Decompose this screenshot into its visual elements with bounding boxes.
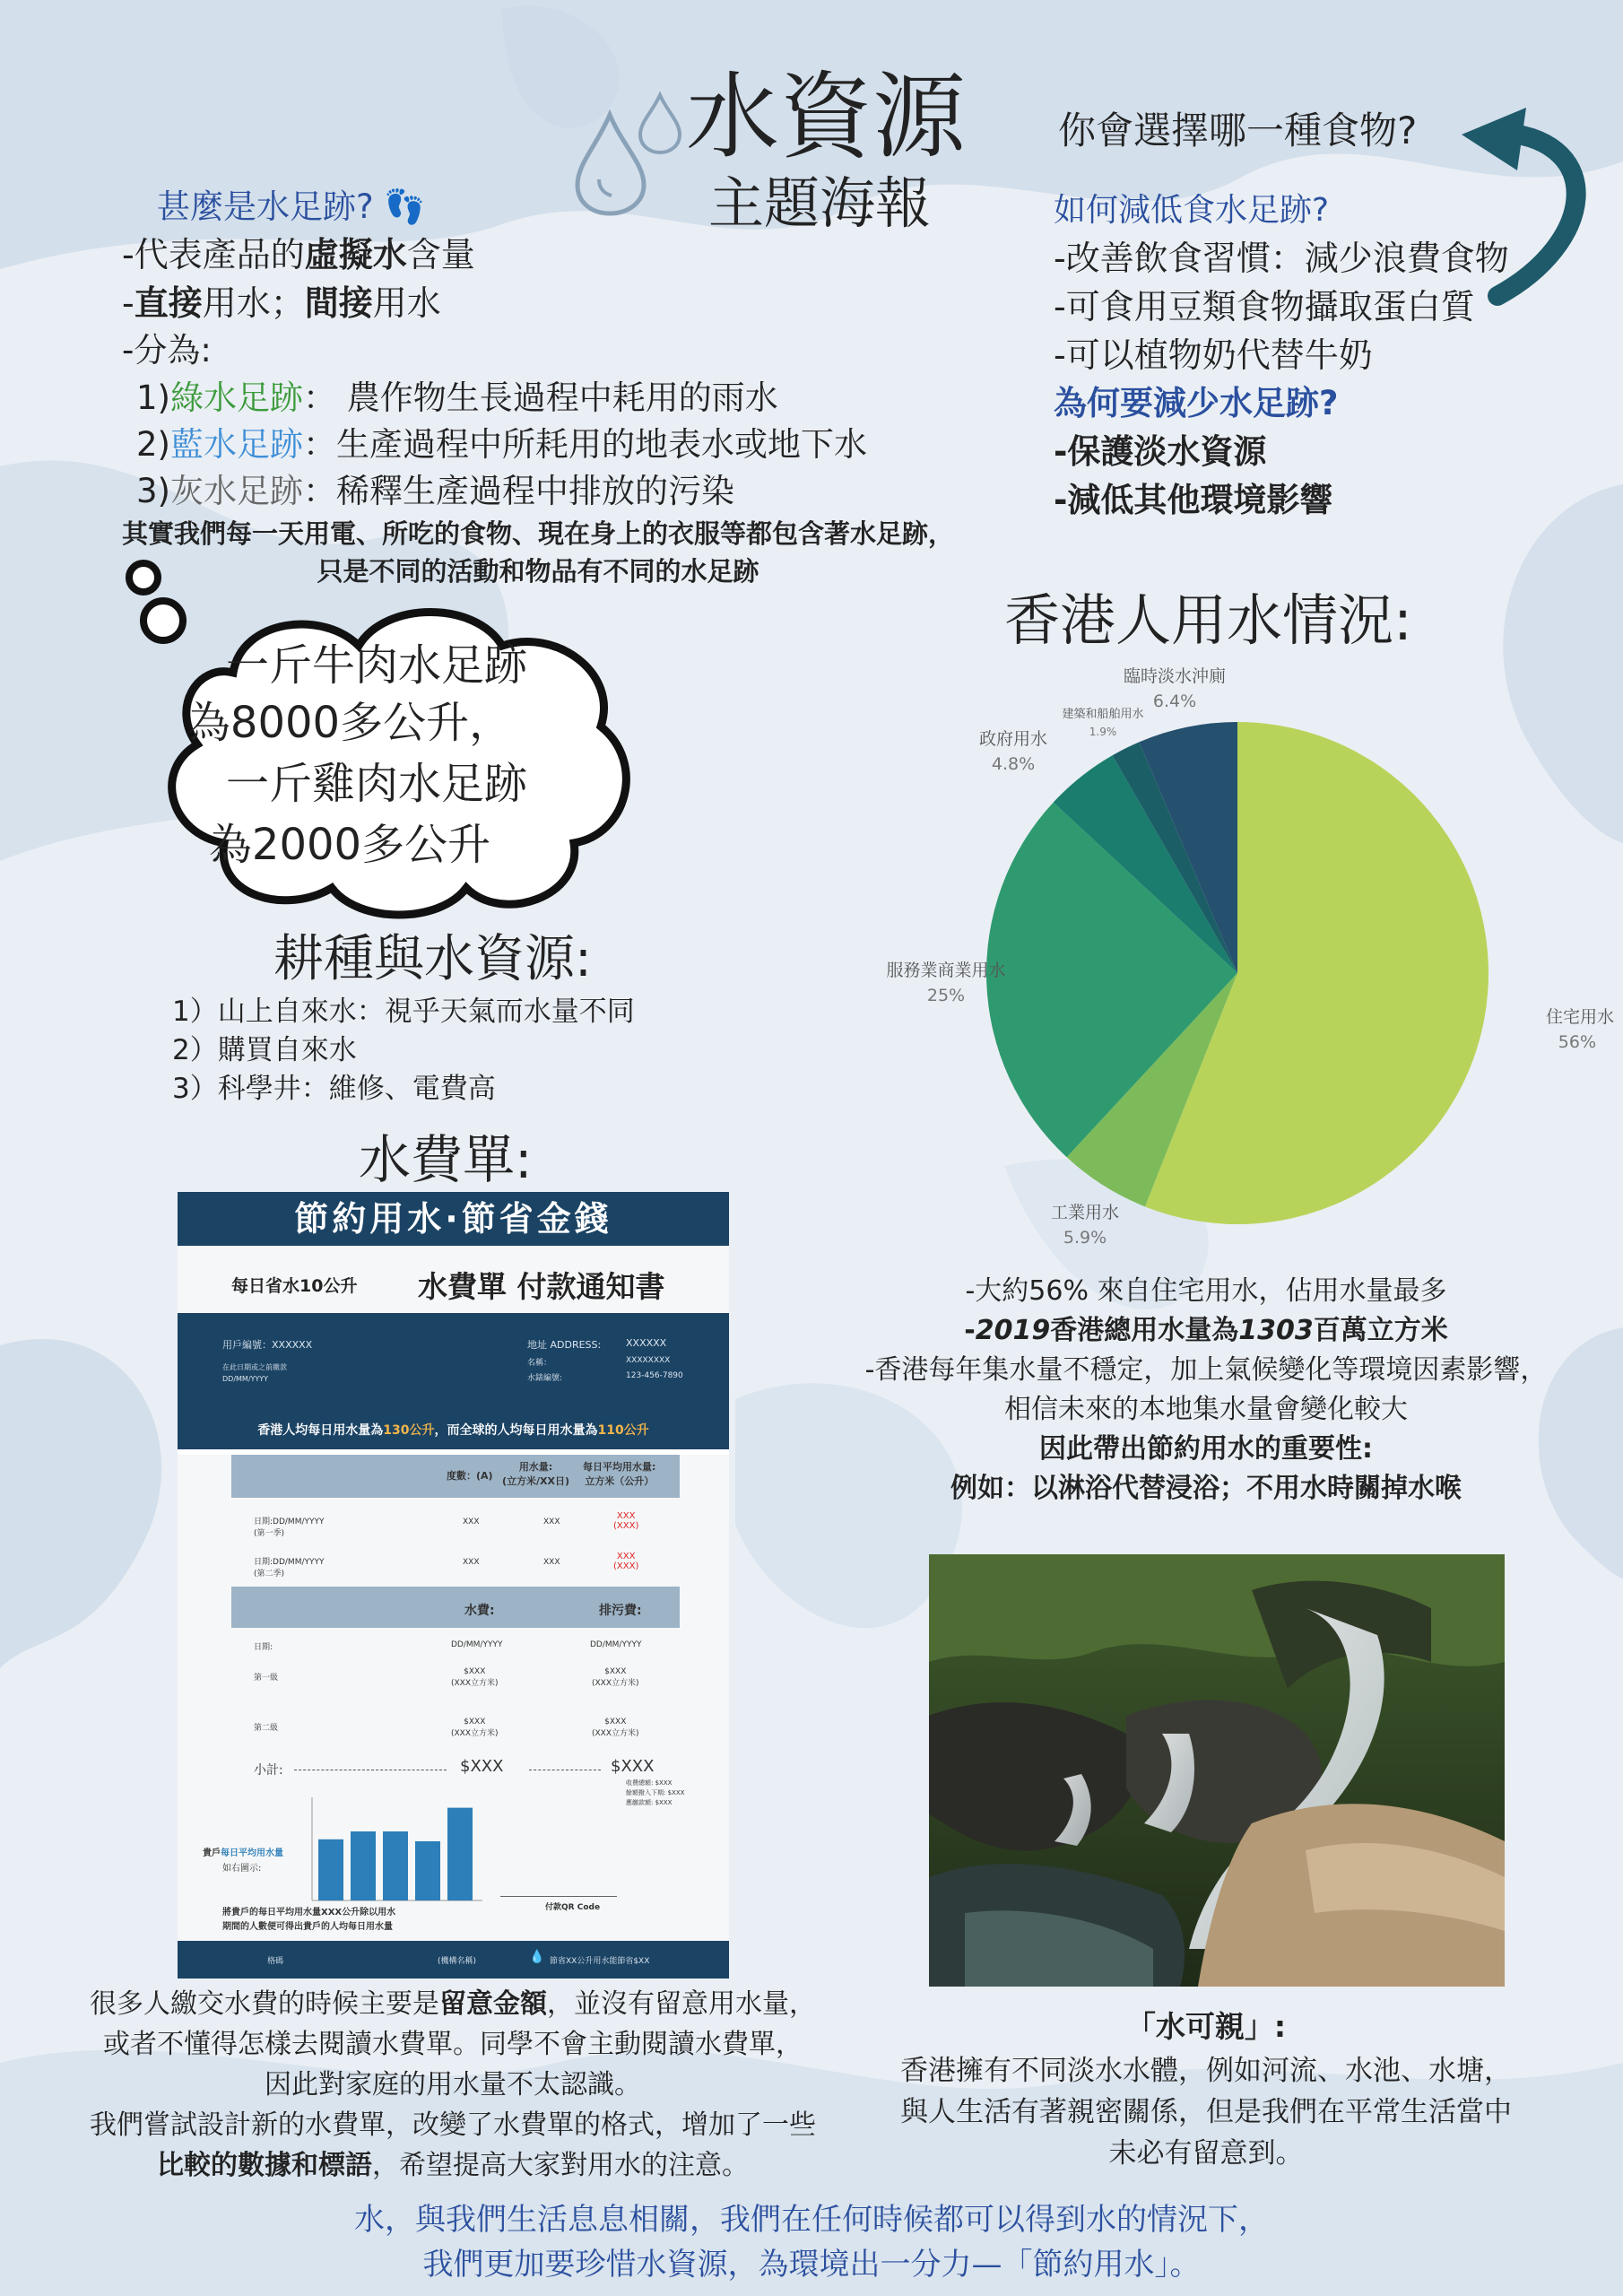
water-friendly-line-2: 與人生活有著親密關係，但是我們在平常生活當中 [900, 2096, 1512, 2128]
bill-address-value: XXXXXX [626, 1337, 667, 1349]
bill-footer-org: (機構名稱) [438, 1957, 477, 1966]
bill-explain-3: 因此對家庭的用水量不太認識。 [265, 2069, 641, 2100]
bill-meter-label: 水錶編號: [527, 1374, 563, 1383]
bill-name-value: XXXXXXXX [626, 1356, 671, 1365]
bill-chart-caption: 貴戶每日平均用水量 [203, 1848, 283, 1858]
usage-note-3: -香港每年集水量不穩定，加上氣候變化等環境因素影響， [864, 1354, 1548, 1386]
bill-doc-title: 水費單 付款通知書 [418, 1269, 665, 1304]
bill-tier-1-sewage: $XXX (XXX立方米) [592, 1667, 639, 1688]
bill-daily-saving: 每日省水10公升 [231, 1276, 358, 1296]
bill-fee-date-label: 日期: [254, 1643, 273, 1652]
pie-label-0: 住宅用水 [1545, 1007, 1614, 1027]
pie-label-5: 臨時淡水沖廁 [1123, 666, 1227, 686]
blue-water-item: 2)藍水足跡：生產過程中所耗用的地表水或地下水 [136, 425, 867, 464]
reduce-item-2: -可食用豆類食物攝取蛋白質 [1054, 287, 1475, 326]
footprint-note-1: 其實我們每一天用電、所吃的食物、現在身上的衣服等都包含著水足跡， [121, 518, 954, 549]
bill-footnote: 將貴戶的每日平均用水量XXX公升除以用水 期間的人數便可得出貴戶的人均每日用水量 [222, 1908, 396, 1932]
cloud-line-3: 一斤雞肉水足跡 [225, 759, 527, 809]
reduce-item-3: -可以植物奶代替牛奶 [1054, 335, 1373, 375]
bill-row-2-average: XXX (XXX) [613, 1552, 639, 1571]
bill-footer-slogan: 節省XX公升用水能節省$XX [550, 1957, 650, 1966]
pie-label-2: 服務業商業用水 [886, 961, 1006, 980]
water-usage-pie-chart [789, 655, 1623, 1265]
reduce-heading: 如何減低食水足跡? [1054, 192, 1330, 229]
bill-sewage-date: DD/MM/YYYY [590, 1640, 642, 1649]
bill-subtotal-fee: $XXX [460, 1757, 504, 1776]
reason-1: -保護淡水資源 [1054, 432, 1267, 471]
bill-row-2-date: 日期:DD/MM/YYYY (第二季) [254, 1558, 325, 1578]
bill-row-2-usage: XXX [543, 1558, 560, 1567]
bill-bar-4 [447, 1808, 473, 1900]
bill-chart-caption-2: 如右圖示: [222, 1864, 262, 1874]
bill-bar-1 [351, 1831, 376, 1900]
pie-label-1: 工業用水 [1050, 1203, 1120, 1222]
chart-title: 香港人用水情況: [1004, 587, 1412, 653]
bill-explain-5: 比較的數據和標語，希望提高大家對用水的注意。 [157, 2150, 749, 2181]
pie-label-4: 建築和船舶用水 [1062, 708, 1144, 721]
bill-sewage-fee: 排污費: [599, 1604, 642, 1618]
farming-item-1: 1）山上自來水：視乎天氣而水量不同 [172, 996, 635, 1028]
reduce-item-1: -改善飲食習慣：減少浪費食物 [1054, 239, 1509, 278]
green-water-item: 1)綠水足跡： 農作物生長過程中耗用的雨水 [136, 378, 778, 417]
cloud-line-4: 為2000多公升 [208, 820, 491, 870]
pie-label-3: 政府用水 [978, 729, 1048, 749]
bill-user-id: 用戶編號：XXXXXX [222, 1339, 313, 1351]
footprint-heading: 甚麼是水足跡? 👣 [157, 187, 426, 226]
bill-usage-chart [308, 1788, 487, 1909]
cloud-line-2: 為8000多公升， [187, 698, 513, 748]
bill-bar-2 [383, 1831, 408, 1900]
water-bill-mockup [178, 1192, 729, 1979]
bill-tier-1: 第一級 [254, 1674, 279, 1683]
usage-note-4: 相信未來的本地集水量會變化較大 [1004, 1394, 1408, 1425]
bill-col-average: 每日平均用水量: 立方米（公升） [583, 1461, 656, 1487]
pie-value-2: 25% [926, 986, 966, 1005]
food-question: 你會選擇哪一種食物? [1058, 109, 1418, 152]
bill-tier-2-sewage: $XXX (XXX立方米) [592, 1718, 639, 1738]
bill-subtotal-label: 小計: [254, 1763, 283, 1778]
bill-fee-date: DD/MM/YYYY [451, 1640, 503, 1649]
usage-note-2: -2019香港總用水量為1303百萬立方米 [964, 1315, 1448, 1346]
reason-2: -減低其他環境影響 [1054, 481, 1333, 519]
bill-col-usage: 用水量: (立方米/XX日) [502, 1461, 570, 1487]
water-drop-icon: 💧 [529, 1950, 545, 1964]
bill-address-label: 地址 ADDRESS: [527, 1339, 602, 1351]
bill-explain-1: 很多人繳交水費的時候主要是留意金額，並沒有留意用水量， [90, 1988, 816, 2020]
bill-heading: 水費單: [359, 1129, 533, 1190]
footprint-definition: -代表產品的虛擬水含量 [122, 235, 475, 274]
bill-banner: 節約用水·節省金錢 [294, 1199, 612, 1239]
bill-tier-1-fee: $XXX (XXX立方米) [451, 1667, 499, 1688]
bill-footer-code: 格碼 [267, 1957, 284, 1966]
bill-due-date: DD/MM/YYYY [222, 1375, 269, 1383]
water-friendly-line-1: 香港擁有不同淡水水體，例如河流、水池、水塘， [900, 2055, 1512, 2087]
pie-value-3: 4.8% [991, 754, 1036, 774]
pie-value-5: 6.4% [1152, 691, 1197, 711]
farming-item-2: 2）購買自來水 [172, 1034, 357, 1066]
bill-meter-value: 123-456-7890 [626, 1371, 683, 1380]
pie-value-4: 1.9% [1089, 726, 1117, 738]
usage-note-5: 因此帶出節約用水的重要性: [1039, 1433, 1373, 1465]
bill-bar-0 [318, 1839, 343, 1900]
bill-water-fee: 水費: [464, 1604, 495, 1618]
footer-line-2: 我們更加要珍惜水資源，為環境出一分力—「節約用水」。 [422, 2247, 1201, 2283]
footprint-note-2: 只是不同的活動和物品有不同的水足跡 [317, 556, 759, 587]
bill-bar-3 [415, 1841, 440, 1900]
bill-row-1-usage: XXX [543, 1518, 560, 1526]
poster-subtitle: 主題海報 [708, 170, 932, 236]
bill-row-1-date: 日期:DD/MM/YYYY (第一季) [254, 1518, 325, 1538]
bill-tier-2-fee: $XXX (XXX立方米) [451, 1718, 499, 1738]
water-friendly-line-3: 未必有留意到。 [1108, 2137, 1304, 2170]
bill-tier-2: 第二級 [254, 1724, 279, 1733]
bill-subtotal-sewage: $XXX [611, 1757, 655, 1776]
footprints-icon: 👣 [384, 187, 426, 226]
usage-note-1: -大約56% 來自住宅用水，佔用水量最多 [965, 1275, 1447, 1307]
usage-note-6: 例如：以淋浴代替浸浴；不用水時關掉水喉 [950, 1473, 1462, 1504]
farming-item-3: 3）科學井：維修、電費高 [172, 1073, 496, 1105]
pie-value-1: 5.9% [1063, 1228, 1107, 1248]
cloud-line-1: 一斤牛肉水足跡 [225, 640, 527, 691]
direct-indirect-line: -直接用水；間接用水 [122, 283, 441, 323]
bill-row-1-reading: XXX [463, 1518, 480, 1526]
bill-comparison: 香港人均每日用水量為130公升，而全球的人均每日用水量為110公升 [257, 1423, 649, 1438]
bill-explain-4: 我們嘗試設計新的水費單，改變了水費單的格式，增加了一些 [90, 2109, 816, 2141]
bill-due-note: 在此日期或之前繳款 [222, 1363, 287, 1371]
farming-heading: 耕種與水資源: [273, 930, 592, 988]
bill-charge-summary: 收費總額: $XXX 餘額撥入下期: $XXX 應繳款額: $XXX [626, 1779, 685, 1806]
poster-title: 水資源 [686, 62, 967, 171]
bill-row-2-reading: XXX [463, 1558, 480, 1567]
footer-line-1: 水，與我們生活息息相關，我們在任何時候都可以得到水的情況下， [354, 2202, 1269, 2238]
water-drops-icon [574, 91, 690, 217]
bill-col-reading: 度數：(A) [447, 1470, 493, 1482]
bill-name-label: 名稱： [527, 1359, 552, 1368]
bill-explain-2: 或者不懂得怎樣去閱讀水費單。同學不會主動閱讀水費單， [103, 2029, 803, 2060]
classification-line: -分為: [122, 331, 212, 370]
grey-water-item: 3)灰水足跡：稀釋生產過程中排放的污染 [136, 472, 734, 510]
bill-qr-label: 付款QR Code [545, 1903, 601, 1912]
pie-value-0: 56% [1558, 1032, 1596, 1052]
water-friendly-heading: 「水可親」: [1125, 2009, 1287, 2044]
why-heading: 為何要減少水足跡? [1054, 384, 1339, 422]
bill-row-1-average: XXX (XXX) [613, 1511, 639, 1531]
waterfall-photo [929, 1554, 1505, 1987]
